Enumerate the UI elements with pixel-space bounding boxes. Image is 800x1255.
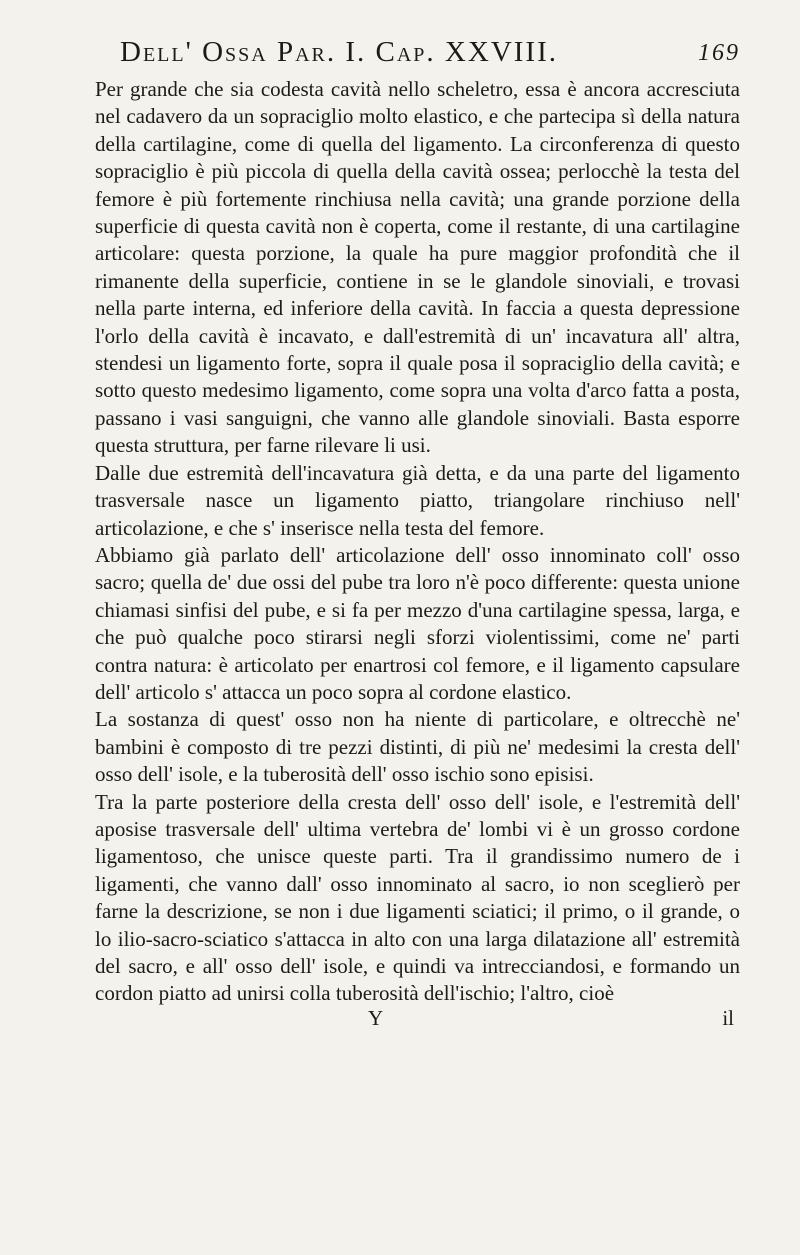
- running-title: Dell' Ossa Par. I. Cap. XXVIII.: [120, 36, 558, 68]
- page-number: 169: [698, 40, 740, 66]
- running-head: [95, 34, 740, 74]
- paragraph-3: Abbiamo già parlato dell' articolazione dell' osso innominato coll' osso sacro; quella de' due ossi del pube tra loro n'è poco differente: questa unione chiamasi sinfisi del pube, e si fa per mezzo d'una cartilagine spessa, larga, e che può qualche poco stirarsi negli sforzi violentissimi, come ne' parti contra natura: è articolato per enartrosi col femore, e il ligamento capsulare dell' articolo s' attacca un poco sopra al cordone elastico.: [95, 542, 740, 704]
- paragraph-5: Tra la parte posteriore della cresta dell' osso dell' isole, e l'estremità dell' aposise trasversale dell' ultima vertebra de' lombi vi è un grosso cordone ligamentoso, che unisce queste parti. Tra il grandissimo numero de i ligamenti, che vanno dall' osso innominato al sacro, io non sceglierò per farne la descrizione, se non i due ligamenti sciatici; il primo, o il grande, o lo ilio-sacro-sciatico s'attacca in alto con una larga dilatazione all' estremità del sacro, e all' osso dell' isole, e quindi va intrecciandosi, e formando un cordon piatto ad unirsi colla tuberosità dell'ischio; l'altro, cioè: [95, 789, 740, 1006]
- page-footer: [95, 1005, 740, 1036]
- paragraph-2: Dalle due estremità dell'incavatura già detta, e da una parte del ligamento trasversale nasce un ligamento piatto, triangolare rinchiuso nell' articolazione, e che s' inserisce nella testa del femore.: [95, 460, 740, 540]
- catchword: il: [722, 1005, 734, 1030]
- paragraph-1: Per grande che sia codesta cavità nello scheletro, essa è ancora accresciuta nel cadavero da un sopraciglio molto elastico, e che partecipa sì della natura della cartilagine, come di quella del ligamento. La circonferenza di questo sopraciglio è più piccola di quella della cavità ossea; perlocchè la testa del femore è più fortemente rinchiusa nella cavità; una grande porzione della superficie di questa cavità non è coperta, come il restante, di una cartilagine articolare: questa porzione, la quale ha pure maggior profondità che il rimanente della superficie, contiene in se le glandole sinoviali, e trovasi nella parte interna, ed inferiore della cavità. In faccia a questa depressione l'orlo della cavità è incavato, e dall'estremità di un' incavatura all' altra, stendesi un ligamento forte, sopra il quale posa il sopraciglio della cavità; e sotto questo medesimo ligamento, come sopra una volta d'arco fatta a posta, passano i vasi sanguigni, che vanno alle glandole sinoviali. Basta esporre questa struttura, per farne rilevare li usi.: [95, 77, 740, 458]
- body-text: [95, 76, 740, 1008]
- paragraph-4: La sostanza di quest' osso non ha niente di particolare, e oltrecchè ne' bambini è composto di tre pezzi distinti, di più ne' medesimi la cresta dell' osso dell' isole, e la tuberosità dell' osso ischio sono episisi.: [95, 707, 740, 787]
- signature-mark: Y: [368, 1005, 384, 1030]
